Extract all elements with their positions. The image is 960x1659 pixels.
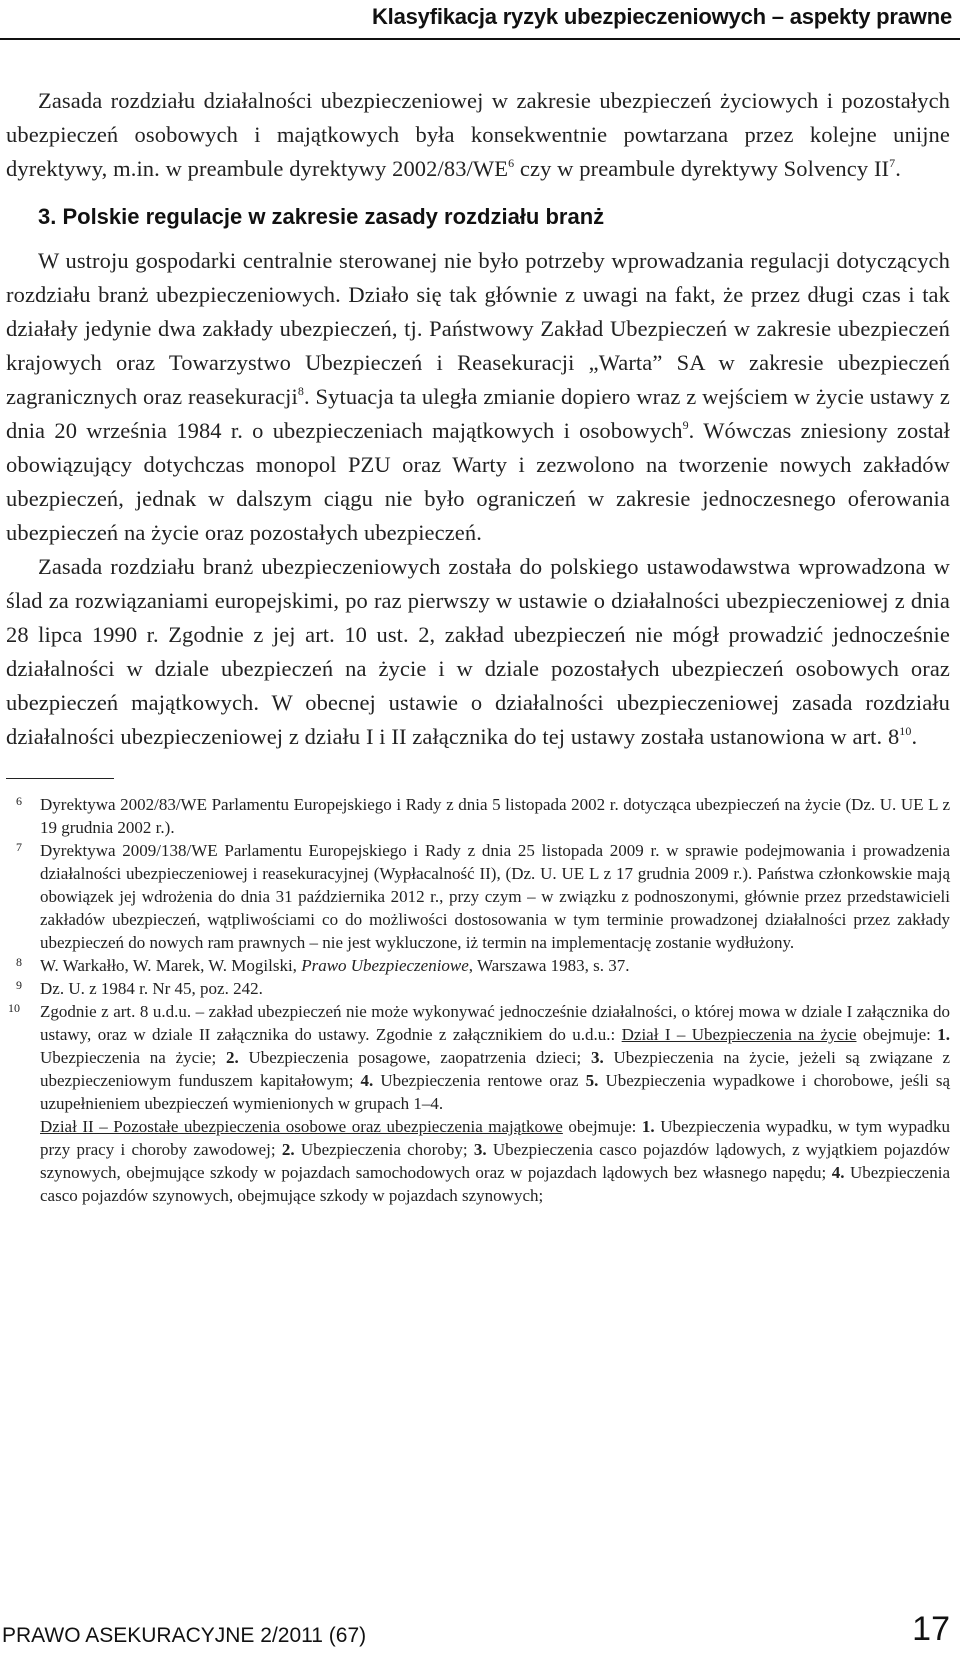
dzial-1-item-1: Ubezpieczenia na życie;: [40, 1048, 226, 1067]
fn10-intro: Zgodnie z art. 8 u.d.u. – zakład ubezpieczeń nie może wykonywać jednocześnie działalności, o której mowa w dziale I załącznika do ustawy, oraz w dziale II załącznika do ustawy. Zgodnie z załącznikiem do u.d.u.:: [40, 1002, 950, 1044]
footnote-ref-10[interactable]: 10: [899, 724, 912, 738]
footnote-number: 7: [16, 840, 22, 854]
footnote-number: 9: [16, 978, 22, 992]
dzial-2-item-3: Ubezpieczenia casco pojazdów lądowych, z wyjątkiem pojazdów szynowych, obejmujące szkody w pojazdach samochodowych oraz w pojazdach lądowych bez własnego napędu;: [40, 1140, 950, 1182]
p1-part3: . Wówczas zniesiony został obowiązujący dotychczas monopol PZU oraz Warty i zezwolono na tworzenie nowych zakładów ubezpieczeń, jednak w dalszym ciągu nie było ograniczeń w zakresie jednoczesnego oferowania ubezpieczeń na życie oraz pozostałych ubezpieczeń.: [6, 418, 950, 545]
dzial-2-num-3: 3.: [473, 1140, 487, 1159]
dzial-1-item-2: Ubezpieczenia posagowe, zaopatrzenia dzieci;: [238, 1048, 591, 1067]
footnote-text: Dz. U. z 1984 r. Nr 45, poz. 242.: [40, 979, 263, 998]
running-header: Klasyfikacja ryzyk ubezpieczeniowych – aspekty prawne: [371, 4, 952, 29]
dzial-2-num-1: 1.: [641, 1117, 655, 1136]
intro-text: Zasada rozdziału działalności ubezpieczeniowej w zakresie ubezpieczeń życiowych i pozostałych ubezpieczeń osobowych i majątkowych była konsekwentnie powtarzana przez kolejne unijne dyrektywy, m.in. w preambule dyrektywy 2002/83/WE: [6, 88, 950, 181]
intro-end: .: [895, 156, 901, 181]
page-number: 17: [912, 1610, 950, 1648]
footnote-number: 6: [16, 794, 22, 808]
footnote-ref-7[interactable]: 7: [889, 156, 896, 170]
dzial-1-num-3: 3.: [591, 1048, 604, 1067]
header-rule: [0, 38, 960, 40]
footnote-6: [6, 793, 950, 839]
dzial-1-item-3: Ubezpieczenia na życie, jeżeli są związane z ubezpieczeniowym funduszem kapitałowym;: [40, 1048, 951, 1090]
footnote-ref-6[interactable]: 6: [508, 156, 515, 170]
dzial-2-num-2: 2.: [281, 1140, 295, 1159]
footnote-authors: W. Warkałło, W. Marek, W. Mogilski,: [40, 956, 302, 975]
p1-part2: . Sytuacja ta uległa zmianie dopiero wraz z wejściem w życie ustawy z dnia 20 września 1984 r. o ubezpieczeniach majątkowych i osobowych: [6, 384, 951, 443]
footnote-7: [6, 839, 950, 954]
footnote-rule: [6, 778, 114, 779]
p2-end: .: [911, 724, 918, 749]
footnote-10: [6, 1000, 950, 1115]
footnote-number: 10: [8, 1001, 20, 1015]
dzial-2-item-1: Ubezpieczenia wypadku, w tym wypadku przy pracy i choroby zawodowej;: [40, 1117, 950, 1159]
footnote-rest: , Warszawa 1983, s. 37.: [468, 956, 630, 975]
dzial-1-num-4: 4.: [360, 1071, 374, 1090]
footnote-book-title: Prawo Ubezpieczeniowe: [301, 956, 469, 975]
journal-footer: PRAWO ASEKURACYJNE 2/2011 (67): [2, 1624, 367, 1647]
dzial-1-item-5: Ubezpieczenia wypadkowe i chorobowe, jeśli są uzupełnieniem ubezpieczeń wymienionych w grupach 1–4.: [40, 1071, 951, 1113]
footnote-ref-9[interactable]: 9: [682, 418, 689, 432]
intro-paragraph: [6, 84, 950, 186]
footnote-ref-8[interactable]: 8: [297, 384, 304, 398]
dzial-2-covers: obejmuje:: [562, 1117, 642, 1136]
footnote-9: [6, 977, 950, 1000]
footnote-8: [6, 954, 950, 977]
dzial-1-item-4: Ubezpieczenia rentowe oraz: [373, 1071, 586, 1090]
p1-part1: W ustroju gospodarki centralnie sterowanej nie było potrzeby wprowadzania regulacji dotyczących rozdziału branż ubezpieczeniowych. Działo się tak głównie z uwagi na fakt, że przez długi czas i tak działały jedynie dwa zakłady ubezpieczeń, tj. Państwowy Zakład Ubezpieczeń w zakresie ubezpieczeń krajowych oraz Towarzystwo Ubezpieczeń i Reasekuracji „Warta” SA w zakresie ubezpieczeń zagranicznych oraz reasekuracji: [6, 248, 950, 409]
main-content: [6, 84, 950, 1207]
section-heading: 3. Polskie regulacje w zakresie zasady rozdziału branż: [38, 204, 605, 229]
dzial-1-num-1: 1.: [937, 1025, 951, 1044]
dzial-2-item-2: Ubezpieczenia choroby;: [294, 1140, 474, 1159]
dzial-2-item-4: Ubezpieczenia casco pojazdów szynowych, obejmujące szkody w pojazdach szynowych;: [40, 1163, 950, 1205]
intro-middle: czy w preambule dyrektywy Solvency II: [514, 156, 890, 181]
footnote-10-continued: [6, 1115, 950, 1207]
footnote-text: Dyrektywa 2002/83/WE Parlamentu Europejskiego i Rady z dnia 5 listopada 2002 r. dotycząca ubezpieczeń na życie (Dz. U. UE L z 19 grudnia 2002 r.).: [40, 795, 950, 837]
dzial-1-num-2: 2.: [225, 1048, 239, 1067]
dzial-2-num-4: 4.: [831, 1163, 845, 1182]
dzial-2-label: Dział II – Pozostałe ubezpieczenia osobowe oraz ubezpieczenia majątkowe: [40, 1117, 563, 1136]
p2-part1: Zasada rozdziału branż ubezpieczeniowych została do polskiego ustawodawstwa wprowadzona w ślad za rozwiązaniami europejskimi, po raz pierwszy w ustawie o działalności ubezpieczeniowej z dnia 28 lipca 1990 r. Zgodnie z jej art. 10 ust. 2, zakład ubezpieczeń nie mógł prowadzić jednocześnie działalności w dziale ubezpieczeń na życie i w dziale pozostałych ubezpieczeń osobowych oraz ubezpieczeń majątkowych. W obecnej ustawie o działalności ubezpieczeniowej zasada rozdziału działalności ubezpieczeniowej z działu I i II załącznika do tej ustawy została ustanowiona w art. 8: [6, 554, 950, 749]
dzial-1-label: Dział I – Ubezpieczenia na życie: [621, 1025, 857, 1044]
section-paragraph-1: [6, 244, 950, 550]
footnote-text: Dyrektywa 2009/138/WE Parlamentu Europejskiego i Rady z dnia 25 listopada 2009 r. w sprawie podejmowania i prowadzenia działalności ubezpieczeniowej i reasekuracyjnej (Wypłacalność II), (Dz. U. UE L z 17 grudnia 2009 r.). Państwa członkowskie mają obowiązek jej wdrożenia do dnia 31 października 2012 r., przy czym – w związku z podnoszonymi, głównie przez przedstawicieli zakładów ubezpieczeń, wątpliwościami co do możliwości dostosowania w tym terminie prowadzonej działalności przez zakłady ubezpieczeń do nowych ram prawnych – nie jest wykluczone, iż termin na implementację zostanie wydłużony.: [40, 841, 950, 952]
dzial-1-covers: obejmuje:: [856, 1025, 938, 1044]
footnote-number: 8: [16, 955, 22, 969]
dzial-1-num-5: 5.: [585, 1071, 599, 1090]
section-paragraph-2: [6, 550, 950, 754]
